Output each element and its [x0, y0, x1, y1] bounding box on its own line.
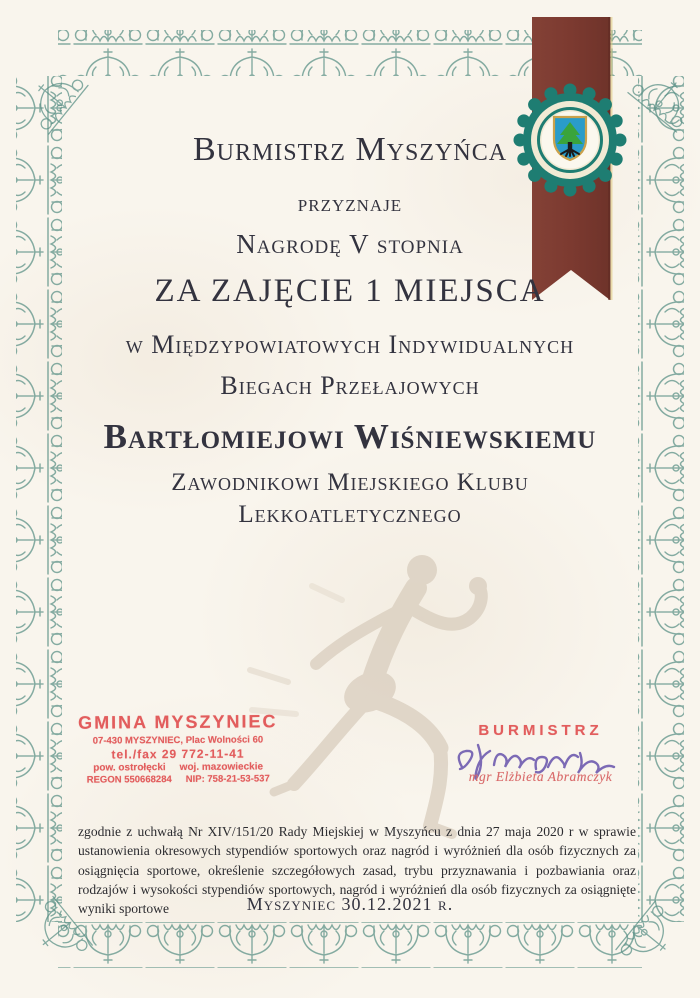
mayor-title-stamp: BURMISTRZ [478, 722, 603, 739]
stamp-address: 07-430 MYSZYNIEC, Plac Wolności 60 [92, 734, 264, 747]
municipal-office-stamp [56, 711, 301, 786]
award-degree-line: Nagrodę V stopnia [236, 229, 464, 259]
mayor-typed-name: mgr Elżbieta Abramczyk [468, 769, 613, 784]
stamp-county: pow. ostrołęcki [93, 762, 166, 774]
competition-line-1: w Międzypowiatowych Indywidualnych [125, 330, 575, 359]
running-athlete-watermark-icon [222, 540, 522, 845]
stamp-regon: REGON 550668284 [86, 774, 172, 786]
legal-basis-paragraph: zgodnie z uchwałą Nr XIV/151/20 Rady Miejskiej w Myszyńcu z dnia 27 maja 2020 r w sprawie ustanowienia okresowych stypendiów sportowych oraz nagród i wyróżnień dla osób fizycznych za osiągnięcia sportowe, określenie szczegółowych zasad, trybu przyznawania i pozbawiania oraz rodzajów i wysokości stypendiów sportowych, nagród i wyróżnień dla osób fizycznych za osiągnięte wyniki sportowe [78, 824, 636, 917]
stamp-phone: tel./fax 29 772-11-41 [111, 746, 245, 762]
stamp-nip: NIP: 758-21-53-537 [185, 773, 270, 785]
competition-line-2: Biegach Przełajowych [220, 371, 480, 400]
grants-line: przyznaje [297, 191, 403, 217]
place-date-line: Myszyniec 30.12.2021 r. [246, 894, 454, 914]
achievement-line: ZA ZAJĘCIE 1 MIEJSCA [154, 273, 546, 309]
recipient-description-1: Zawodnikowi Miejskiego Klubu [171, 469, 529, 496]
recipient-name: Bartłomiejowi Wiśniewskiemu [103, 417, 597, 456]
recipient-description-2: Lekkoatletycznego [238, 501, 462, 528]
stamp-municipality-name: GMINA MYSZYNIEC [78, 711, 278, 733]
mayor-signature-block [448, 722, 633, 785]
stamp-voivodeship: woj. mazowieckie [179, 761, 264, 773]
issuer-title: Burmistrz Myszyńca [192, 131, 508, 168]
